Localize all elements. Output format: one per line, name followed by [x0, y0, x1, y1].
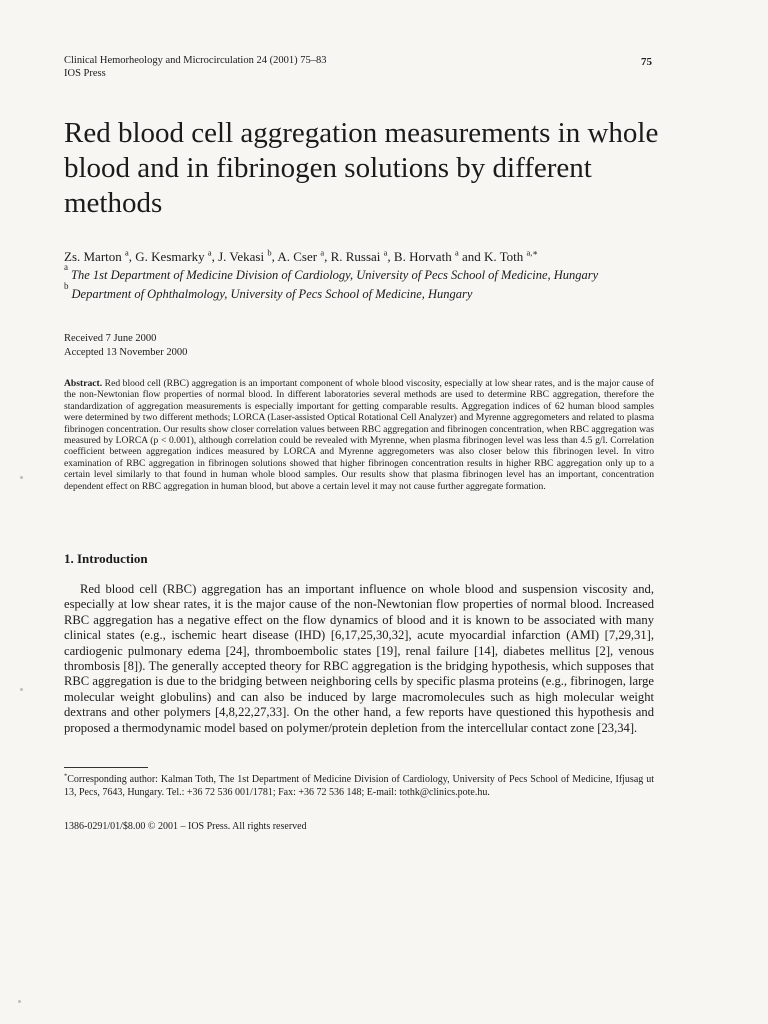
- section-heading: 1. Introduction: [64, 551, 148, 566]
- scan-speck: [20, 688, 23, 691]
- article-title: Red blood cell aggregation measurements in whole blood and in fibrinogen solutions by different methods: [64, 117, 659, 219]
- article-dates: [64, 332, 187, 360]
- affiliation-mark: b: [64, 281, 69, 291]
- abstract-label: Abstract.: [64, 378, 103, 389]
- page-number: 75: [641, 56, 652, 68]
- journal-header: [64, 54, 326, 80]
- intro-paragraph: Red blood cell (RBC) aggregation has an important influence on whole blood and suspension viscosity and, especially at low shear rates, it is the major cause of the non-Newtonian flow properties of normal blood. Increased RBC aggregation has a negative effect on the flow dynamics of blood and it is known to be associated with many clinical states (e.g., ischemic heart disease (IHD) [6,17,25,30,32], acute myocardial infarction (AMI) [7,29,31], cardiogenic pulmonary edema [24], thromboembolic states [19], renal failure [14], diabetes mellitus [2], venous thrombosis [8]). The generally accepted theory for RBC aggregation is the bridging hypothesis, which supposes that RBC aggregation is due to the bridging between neighboring cells by specific plasma proteins (e.g., fibrinogen, large molecular weight globulins) and can also be induced by large macromolecules such as high molecular weight dextrans and other polymers [4,8,22,27,33]. On the other hand, a few reports have questioned this hypothesis and proposed a thermodynamic model based on polymer/protein depletion from the intercellular contact zone [23,34].: [64, 582, 654, 735]
- author-name: B. Horvath: [393, 249, 455, 264]
- scan-speck: [18, 1000, 21, 1003]
- journal-citation: Clinical Hemorheology and Microcirculation 24 (2001) 75–83: [64, 55, 327, 66]
- author-affiliation-mark: a: [320, 247, 325, 258]
- received-date: Received 7 June 2000: [64, 333, 157, 344]
- author-affiliation-mark: a: [207, 247, 212, 258]
- author-affiliation-mark: a: [454, 247, 459, 258]
- copyright-line: 1386-0291/01/$8.00 © 2001 – IOS Press. All rights reserved: [64, 821, 307, 832]
- author-name: Zs. Marton: [64, 249, 126, 264]
- author-affiliation-mark: a,∗: [526, 247, 539, 258]
- abstract: [64, 378, 654, 492]
- author-affiliation-mark: a: [125, 247, 129, 258]
- author-affiliation-mark: a: [383, 247, 388, 258]
- publisher-name: IOS Press: [64, 68, 106, 79]
- affiliation-text: Department of Ophthalmology, University of Pecs School of Medicine, Hungary: [71, 287, 473, 301]
- author-name: G. Kesmarky: [135, 249, 208, 264]
- abstract-text: Red blood cell (RBC) aggregation is an important component of whole blood viscosity, especially at low shear rates, and is the major cause of the non-Newtonian flow properties of normal blood. In different laboratories several methods are used to determine RBC aggregation, therefore the standardization of aggregation measurements is especially important for getting comparable results. Aggregation indices of 62 human blood samples were determined by two different methods; LORCA (Laser-assisted Optical Rotational Cell Analyzer) and Myrenne aggregometers and related to plasma fibrinogen concentration. Our results show closer correlation values between RBC aggregation and fibrinogen concentration, when RBC aggregation was measured by LORCA (p < 0.001), although correlation could be revealed with Myrenne, when plasma fibrinogen level was less than 4.5 g/l. Correlation coefficient between aggregation indices measured by LORCA and Myrenne aggregometers was also closer below this fibrinogen level. In vitro examination of RBC aggregation in fibrinogen solutions showed that higher fibrinogen concentration results in higher RBC aggregation only up to a certain level similarly to that found in human whole blood samples. Our results show that plasma fibrinogen level has an important, concentration dependent effect on RBC aggregation in human blood, but above a certain level it may not cause further aggregate formation.: [64, 378, 654, 492]
- footnote-text: Corresponding author: Kalman Toth, The 1st Department of Medicine Division of Cardiology, University of Pecs School of Medicine, Ifjusag ut 13, Pecs, 7643, Hungary. Tel.: +36 72 536 001/1781; Fax: +36 72 536 148; E-mail: tothk@clinics.pote.hu.: [64, 774, 654, 798]
- scan-speck: [20, 476, 23, 479]
- affiliation-a: [64, 262, 654, 283]
- accepted-date: Accepted 13 November 2000: [64, 347, 188, 358]
- author-name: A. Cser: [277, 249, 321, 264]
- author-name: J. Vekasi: [218, 249, 268, 264]
- author-list: Zs. Marton $^a$, G. Kesmarky $^a$, J. Vekasi $^b$, A. Cser $^a$, R. Russai $^a$, B. Horvath $^a$ and K. Toth $^{a,∗}$: [64, 247, 539, 264]
- affiliation-text: The 1st Department of Medicine Division of Cardiology, University of Pecs School of Medicine, Hungary: [71, 268, 599, 282]
- author-name: K. Toth: [483, 249, 527, 264]
- author-name: R. Russai: [330, 249, 384, 264]
- footnote-mark: *: [64, 772, 68, 780]
- author-affiliation-mark: b: [267, 247, 272, 258]
- affiliations: [64, 262, 654, 302]
- footnote: [64, 773, 654, 799]
- footnote-rule: [64, 767, 148, 768]
- affiliation-b: [64, 281, 654, 302]
- affiliation-mark: a: [64, 262, 68, 272]
